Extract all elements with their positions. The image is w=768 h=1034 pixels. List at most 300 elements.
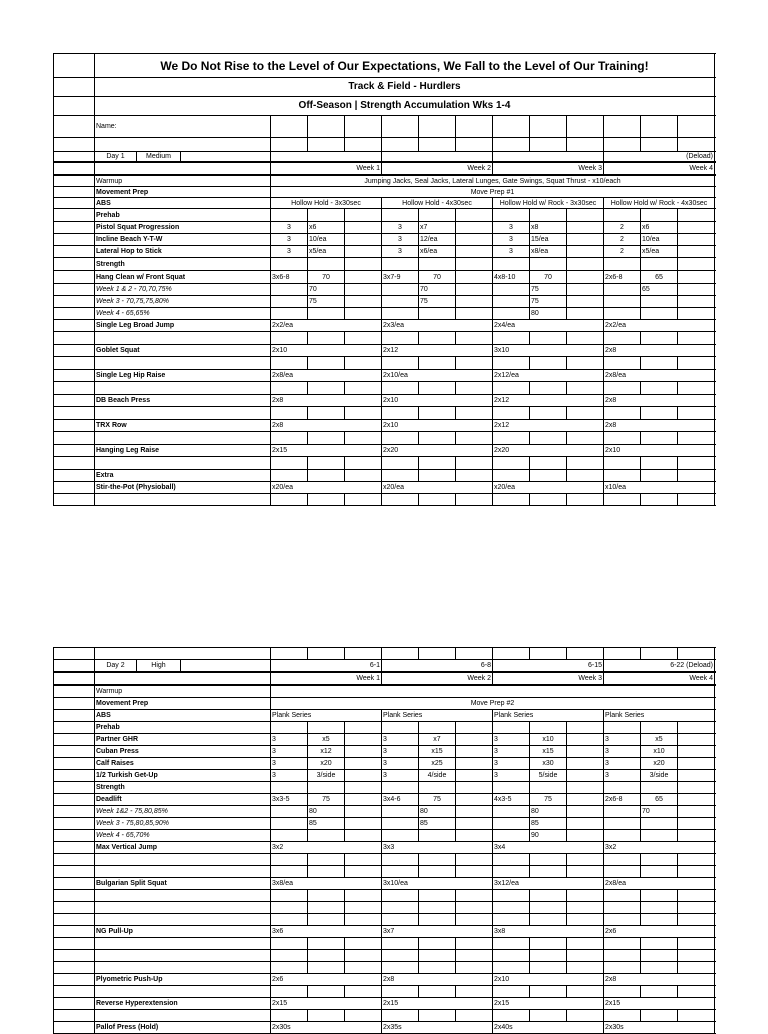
empty-cell: [382, 986, 419, 997]
reps-cell: x30: [530, 758, 567, 769]
empty-cell: [530, 407, 567, 419]
empty-cell: [308, 648, 345, 659]
empty-cell: [382, 494, 419, 505]
empty-cell: [493, 209, 530, 221]
empty-cell: [493, 258, 530, 270]
empty-cell: [567, 734, 604, 745]
empty-cell: [678, 308, 715, 319]
empty-cell: [456, 854, 493, 865]
empty-cell: [456, 734, 493, 745]
program-title: Off-Season | Strength Accumulation Wks 1-4: [95, 97, 715, 115]
week-value-cell: 2x8: [604, 974, 715, 985]
empty-cell: [54, 673, 95, 684]
row-label: Incline Beach Y-T-W: [95, 234, 271, 245]
empty-cell: [54, 660, 95, 671]
empty-cell: [308, 494, 345, 505]
row-label: Single Leg Hip Raise: [95, 370, 271, 381]
empty-cell: [54, 445, 95, 456]
empty-cell: [493, 986, 530, 997]
empty-cell: [271, 686, 715, 697]
row-label: Warmup: [95, 176, 271, 186]
empty-cell: [604, 138, 641, 151]
empty-cell: [641, 382, 678, 394]
empty-cell: [567, 116, 604, 137]
sets-cell: 3: [271, 234, 308, 245]
reps-cell: x15: [419, 746, 456, 757]
empty-cell: [493, 457, 530, 469]
empty-cell: [271, 457, 308, 469]
empty-cell: [54, 770, 95, 781]
date-header: 6-15: [493, 660, 604, 671]
empty-cell: [345, 308, 382, 319]
empty-cell: [419, 962, 456, 973]
empty-cell: [419, 382, 456, 394]
sheet-row: [54, 818, 716, 830]
empty-cell: [456, 234, 493, 245]
empty-cell: [308, 986, 345, 997]
row-label: Strength: [95, 782, 271, 793]
empty-cell: [678, 758, 715, 769]
empty-cell: [456, 296, 493, 307]
row-label: [95, 138, 271, 151]
row-label: [95, 432, 271, 444]
empty-cell: [308, 457, 345, 469]
empty-cell: [567, 271, 604, 283]
week-value-cell: 2x8: [604, 395, 715, 406]
sheet-row: [54, 138, 716, 152]
row-label: [95, 407, 271, 419]
sheet-row: [54, 246, 716, 258]
empty-cell: [493, 962, 530, 973]
sheet-row: [54, 482, 716, 494]
pct-cell: 80: [308, 806, 345, 817]
sheet-row: [54, 673, 716, 686]
empty-cell: [54, 357, 95, 369]
empty-cell: [678, 986, 715, 997]
date-header: 6-8: [382, 660, 493, 671]
week-header: Week 3: [493, 163, 604, 174]
empty-cell: [493, 432, 530, 444]
empty-cell: [678, 902, 715, 913]
sets-cell: 3: [493, 758, 530, 769]
week-value-cell: 2x20: [493, 445, 604, 456]
empty-cell: [530, 914, 567, 925]
empty-cell: [456, 866, 493, 877]
empty-cell: [54, 710, 95, 721]
empty-cell: [382, 284, 419, 295]
empty-cell: [493, 938, 530, 949]
row-label: Single Leg Broad Jump: [95, 320, 271, 331]
empty-cell: [604, 890, 641, 901]
empty-cell: [54, 1010, 95, 1021]
pct-cell: [308, 830, 345, 841]
week-value-cell: 2x8/ea: [604, 878, 715, 889]
sheet-row: [54, 308, 716, 320]
intensity-label: Medium: [137, 152, 181, 161]
sets-cell: 3x3-5: [271, 794, 308, 805]
empty-cell: [530, 357, 567, 369]
empty-cell: [345, 332, 382, 344]
row-label: ABS: [95, 710, 271, 721]
row-label: Stir-the-Pot (Physioball): [95, 482, 271, 493]
empty-cell: [456, 758, 493, 769]
empty-cell: [678, 722, 715, 733]
empty-cell: [54, 818, 95, 829]
day2-sheet: [53, 647, 716, 1034]
empty-cell: [345, 284, 382, 295]
empty-cell: [456, 938, 493, 949]
empty-cell: [641, 209, 678, 221]
empty-cell: [345, 407, 382, 419]
sheet-row: [54, 296, 716, 308]
week-value-cell: [271, 152, 382, 161]
week-value-cell: 3x2: [271, 842, 382, 853]
empty-cell: [678, 209, 715, 221]
pct-cell: 65: [641, 284, 678, 295]
empty-cell: [567, 234, 604, 245]
pct-cell: 80: [530, 806, 567, 817]
empty-cell: [604, 782, 641, 793]
week-value-cell: 2x10: [493, 974, 604, 985]
sets-cell: 4x8-10: [493, 271, 530, 283]
week-value-cell: 2x2/ea: [604, 320, 715, 331]
empty-cell: [567, 494, 604, 505]
row-label: [95, 986, 271, 997]
reps-cell: x20: [308, 758, 345, 769]
empty-cell: [345, 890, 382, 901]
empty-cell: [456, 794, 493, 805]
sheet-row: [54, 974, 716, 986]
empty-cell: [271, 138, 308, 151]
empty-cell: [419, 866, 456, 877]
empty-cell: [382, 782, 419, 793]
empty-cell: [54, 258, 95, 270]
empty-cell: [419, 432, 456, 444]
empty-cell: [456, 470, 493, 481]
empty-cell: [678, 950, 715, 961]
deload-label: (Deload): [604, 152, 715, 161]
empty-cell: [604, 284, 641, 295]
empty-cell: [456, 806, 493, 817]
empty-cell: [54, 938, 95, 949]
empty-cell: [382, 830, 419, 841]
week-value-cell: 2x10/ea: [382, 370, 493, 381]
empty-cell: [530, 648, 567, 659]
sheet-row: [54, 878, 716, 890]
row-label: Week 1&2 - 75,80,85%: [95, 806, 271, 817]
empty-cell: [54, 345, 95, 356]
sheet-row: [54, 407, 716, 420]
empty-cell: [678, 116, 715, 137]
empty-cell: [604, 902, 641, 913]
empty-cell: [54, 926, 95, 937]
empty-cell: [604, 457, 641, 469]
empty-cell: [678, 648, 715, 659]
empty-cell: [54, 176, 95, 186]
empty-cell: [54, 950, 95, 961]
empty-cell: [308, 116, 345, 137]
week-header: Week 1: [271, 163, 382, 174]
sheet-row: [54, 222, 716, 234]
empty-cell: [345, 938, 382, 949]
empty-cell: [567, 818, 604, 829]
week-value-cell: 2x8: [271, 420, 382, 431]
empty-cell: [641, 782, 678, 793]
empty-cell: [54, 758, 95, 769]
empty-cell: [604, 357, 641, 369]
week-value-cell: 2x12/ea: [493, 370, 604, 381]
empty-cell: [678, 938, 715, 949]
empty-cell: [345, 902, 382, 913]
empty-cell: [419, 782, 456, 793]
empty-cell: [493, 1010, 530, 1021]
pct-cell: 75: [419, 794, 456, 805]
sheet-row: [54, 258, 716, 271]
sets-cell: 4x3-5: [493, 794, 530, 805]
warmup-text: Jumping Jacks, Seal Jacks, Lateral Lunges, Gate Swings, Squat Thrust - x10/each: [271, 176, 715, 186]
sheet-row: [54, 54, 716, 78]
empty-cell: [345, 782, 382, 793]
row-label: Goblet Squat: [95, 345, 271, 356]
week-value-cell: 2x12: [493, 395, 604, 406]
empty-cell: [271, 914, 308, 925]
date-header: 6-1: [271, 660, 382, 671]
empty-cell: [493, 296, 530, 307]
empty-cell: [456, 116, 493, 137]
empty-cell: [530, 962, 567, 973]
row-label: Extra: [95, 470, 271, 481]
pct-cell: 75: [308, 794, 345, 805]
empty-cell: [345, 950, 382, 961]
sheet-row: [54, 902, 716, 914]
week-value-cell: 2x15: [382, 998, 493, 1009]
abs-value: Hollow Hold - 3x30sec: [271, 198, 382, 208]
empty-cell: [641, 648, 678, 659]
empty-cell: [456, 782, 493, 793]
sets-cell: 3: [493, 234, 530, 245]
sheet-row: [54, 152, 716, 163]
empty-cell: [604, 494, 641, 505]
empty-cell: [345, 296, 382, 307]
row-label: Reverse Hyperextension: [95, 998, 271, 1009]
empty-cell: [641, 902, 678, 913]
sheet-row: [54, 457, 716, 470]
sets-cell: 2x6-8: [604, 271, 641, 283]
abs-value: Plank Series: [493, 710, 604, 721]
empty-cell: [382, 308, 419, 319]
empty-cell: [54, 686, 95, 697]
empty-cell: [419, 494, 456, 505]
empty-cell: [493, 494, 530, 505]
sheet-row: [54, 163, 716, 176]
abs-value: Hollow Hold w/ Rock - 3x30sec: [493, 198, 604, 208]
sheet-row: [54, 842, 716, 854]
empty-cell: [54, 234, 95, 245]
sheet-row: [54, 395, 716, 407]
empty-cell: [54, 842, 95, 853]
empty-cell: [678, 407, 715, 419]
empty-cell: [271, 258, 308, 270]
empty-cell: [493, 830, 530, 841]
row-label: Movement Prep: [95, 187, 271, 197]
empty-cell: [271, 470, 308, 481]
empty-cell: [456, 1010, 493, 1021]
sets-cell: 3x6-8: [271, 271, 308, 283]
empty-cell: [678, 914, 715, 925]
empty-cell: [345, 116, 382, 137]
empty-cell: [641, 258, 678, 270]
reps-cell: x5/ea: [308, 246, 345, 257]
reps-cell: x6/ea: [419, 246, 456, 257]
empty-cell: [345, 457, 382, 469]
sheet-row: [54, 722, 716, 734]
empty-cell: [456, 950, 493, 961]
sheet-row: [54, 734, 716, 746]
week-value-cell: x10/ea: [604, 482, 715, 493]
pct-cell: 65: [641, 794, 678, 805]
empty-cell: [641, 332, 678, 344]
row-label: Prehab: [95, 209, 271, 221]
sport-title: Track & Field - Hurdlers: [95, 78, 715, 96]
empty-cell: [54, 54, 95, 77]
reps-cell: 5/side: [530, 770, 567, 781]
empty-cell: [308, 382, 345, 394]
empty-cell: [271, 382, 308, 394]
empty-cell: [493, 782, 530, 793]
empty-cell: [382, 938, 419, 949]
empty-cell: [456, 722, 493, 733]
sheet-row: [54, 758, 716, 770]
empty-cell: [530, 470, 567, 481]
empty-cell: [604, 938, 641, 949]
empty-cell: [54, 854, 95, 865]
empty-cell: [271, 986, 308, 997]
reps-cell: x7: [419, 222, 456, 233]
empty-cell: [641, 470, 678, 481]
sets-cell: 2: [604, 222, 641, 233]
empty-cell: [345, 794, 382, 805]
empty-cell: [308, 854, 345, 865]
empty-cell: [54, 198, 95, 208]
sheet-row: [54, 209, 716, 222]
row-label: [95, 457, 271, 469]
date-header: 6-22 (Deload): [604, 660, 715, 671]
empty-cell: [345, 357, 382, 369]
week-value-cell: 2x20: [382, 445, 493, 456]
empty-cell: [271, 890, 308, 901]
sets-cell: 2: [604, 234, 641, 245]
empty-cell: [493, 890, 530, 901]
sets-cell: 2: [604, 246, 641, 257]
abs-value: Plank Series: [604, 710, 715, 721]
empty-cell: [345, 806, 382, 817]
move-prep-value: Move Prep #2: [271, 698, 715, 709]
empty-cell: [271, 902, 308, 913]
sheet-row: [54, 345, 716, 357]
week-value-cell: 2x8: [604, 345, 715, 356]
empty-cell: [567, 986, 604, 997]
empty-cell: [271, 308, 308, 319]
pct-cell: 90: [530, 830, 567, 841]
empty-cell: [567, 357, 604, 369]
empty-cell: [54, 648, 95, 659]
empty-cell: [678, 770, 715, 781]
empty-cell: [567, 470, 604, 481]
empty-cell: [530, 782, 567, 793]
empty-cell: [567, 648, 604, 659]
empty-cell: [345, 830, 382, 841]
week-value-cell: [493, 152, 604, 161]
row-label: [95, 382, 271, 394]
empty-cell: [54, 914, 95, 925]
empty-cell: [530, 209, 567, 221]
empty-cell: [530, 494, 567, 505]
pct-cell: 85: [419, 818, 456, 829]
empty-cell: [678, 138, 715, 151]
pct-cell: 70: [308, 284, 345, 295]
empty-cell: [419, 332, 456, 344]
empty-cell: [54, 420, 95, 431]
empty-cell: [641, 722, 678, 733]
sets-cell: 3: [382, 746, 419, 757]
empty-cell: [419, 116, 456, 137]
sheet-row: [54, 320, 716, 332]
empty-cell: [456, 770, 493, 781]
empty-cell: [678, 332, 715, 344]
week-value-cell: 2x8/ea: [271, 370, 382, 381]
sheet-row: [54, 710, 716, 722]
empty-cell: [567, 308, 604, 319]
empty-cell: [530, 116, 567, 137]
week-value-cell: 2x15: [271, 998, 382, 1009]
week-header: Week 3: [493, 673, 604, 684]
empty-cell: [678, 806, 715, 817]
empty-cell: [271, 806, 308, 817]
empty-cell: [54, 470, 95, 481]
row-label: Strength: [95, 258, 271, 270]
empty-cell: [54, 308, 95, 319]
pct-cell: 70: [419, 284, 456, 295]
empty-cell: [271, 432, 308, 444]
week-value-cell: 2x2/ea: [271, 320, 382, 331]
empty-cell: [382, 854, 419, 865]
sets-cell: 3: [382, 222, 419, 233]
week-value-cell: 3x2: [604, 842, 715, 853]
week-value-cell: 3x12/ea: [493, 878, 604, 889]
empty-cell: [419, 890, 456, 901]
empty-cell: [54, 296, 95, 307]
empty-cell: [181, 152, 271, 161]
sheet-row: [54, 116, 716, 138]
empty-cell: [641, 914, 678, 925]
empty-cell: [345, 986, 382, 997]
sets-cell: 3: [271, 746, 308, 757]
sheet-row: [54, 962, 716, 974]
sheet-row: [54, 97, 716, 116]
empty-cell: [567, 806, 604, 817]
empty-cell: [419, 209, 456, 221]
empty-cell: [54, 878, 95, 889]
sheet-row: [54, 782, 716, 794]
day-label: Day 2: [95, 660, 137, 671]
empty-cell: [308, 470, 345, 481]
week-value-cell: 2x15: [271, 445, 382, 456]
sets-cell: 3: [382, 246, 419, 257]
row-label: [95, 938, 271, 949]
pct-cell: 75: [308, 296, 345, 307]
empty-cell: [54, 222, 95, 233]
empty-cell: [95, 163, 271, 174]
